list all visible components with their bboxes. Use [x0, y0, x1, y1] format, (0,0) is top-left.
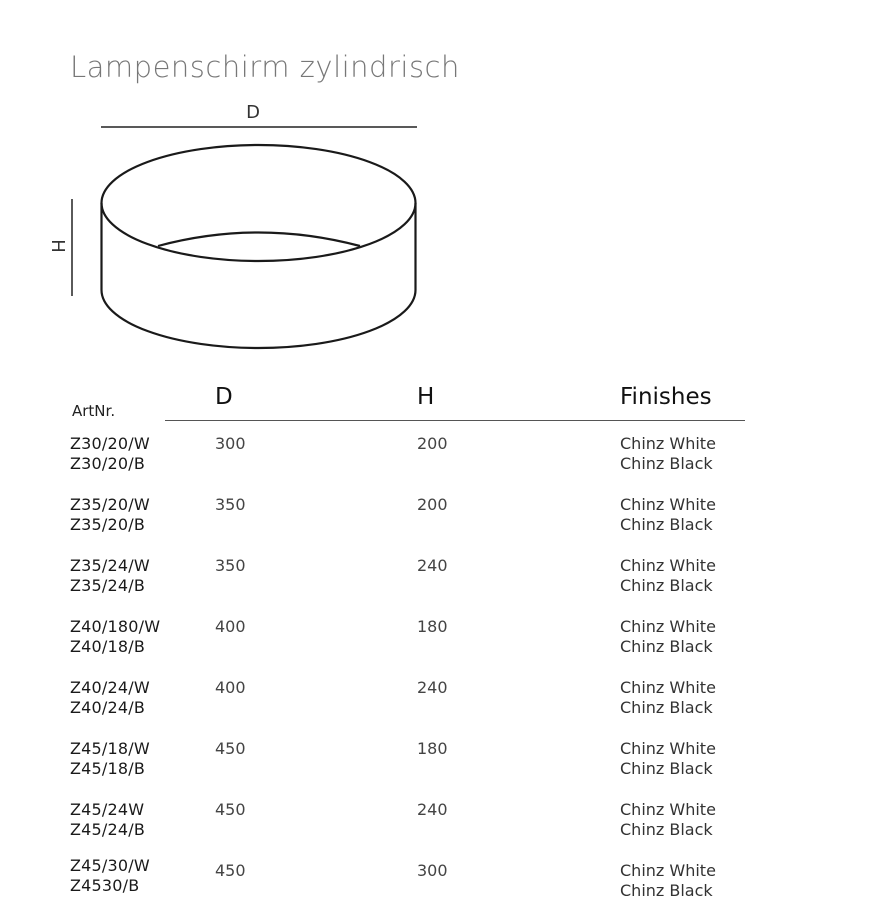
h-cell: 240 [417, 678, 448, 697]
artnr-cell: Z40/24/W Z40/24/B [70, 678, 150, 717]
h-cell: 240 [417, 800, 448, 819]
cylinder-diagram [0, 0, 880, 380]
h-cell: 300 [417, 861, 448, 880]
finishes-cell: Chinz White Chinz Black [620, 556, 716, 595]
h-cell: 200 [417, 495, 448, 514]
cylinder-bottom-rim [102, 290, 416, 348]
d-cell: 450 [215, 739, 246, 758]
finishes-cell: Chinz White Chinz Black [620, 495, 716, 534]
artnr-cell: Z45/18/W Z45/18/B [70, 739, 150, 778]
table-row [0, 856, 880, 900]
table-row [0, 434, 880, 478]
table-row [0, 556, 880, 600]
artnr-cell: Z30/20/W Z30/20/B [70, 434, 150, 473]
finishes-cell: Chinz White Chinz Black [620, 800, 716, 839]
artnr-cell: Z45/24W Z45/24/B [70, 800, 146, 839]
artnr-cell: Z40/180/W Z40/18/B [70, 617, 161, 656]
h-cell: 180 [417, 617, 448, 636]
table-row [0, 617, 880, 661]
page-title: Lampenschirm zylindrisch [70, 50, 460, 84]
header-artnr: ArtNr. [72, 402, 116, 420]
artnr-cell: Z35/24/W Z35/24/B [70, 556, 150, 595]
finishes-cell: Chinz White Chinz Black [620, 739, 716, 778]
table-row [0, 678, 880, 722]
cylinder-outline [102, 145, 416, 348]
h-cell: 180 [417, 739, 448, 758]
artnr-cell: Z45/30/W Z4530/B [70, 856, 150, 895]
d-cell: 400 [215, 617, 246, 636]
table-row [0, 739, 880, 783]
d-cell: 350 [215, 556, 246, 575]
d-dimension-label: D [246, 102, 260, 123]
cylinder-top-rim [102, 145, 416, 261]
d-cell: 300 [215, 434, 246, 453]
finishes-cell: Chinz White Chinz Black [620, 434, 716, 473]
artnr-cell: Z35/20/W Z35/20/B [70, 495, 150, 534]
d-cell: 350 [215, 495, 246, 514]
cylinder-inner-rim [158, 233, 360, 247]
h-cell: 200 [417, 434, 448, 453]
finishes-cell: Chinz White Chinz Black [620, 617, 716, 656]
header-d: D [215, 384, 233, 410]
d-cell: 400 [215, 678, 246, 697]
table-row [0, 495, 880, 539]
header-finishes: Finishes [620, 384, 712, 410]
table-row [0, 800, 880, 844]
d-cell: 450 [215, 861, 246, 880]
finishes-cell: Chinz White Chinz Black [620, 861, 716, 900]
header-divider [165, 420, 745, 421]
h-dimension-label: H [47, 239, 68, 253]
finishes-cell: Chinz White Chinz Black [620, 678, 716, 717]
d-cell: 450 [215, 800, 246, 819]
h-cell: 240 [417, 556, 448, 575]
header-h: H [417, 384, 435, 410]
